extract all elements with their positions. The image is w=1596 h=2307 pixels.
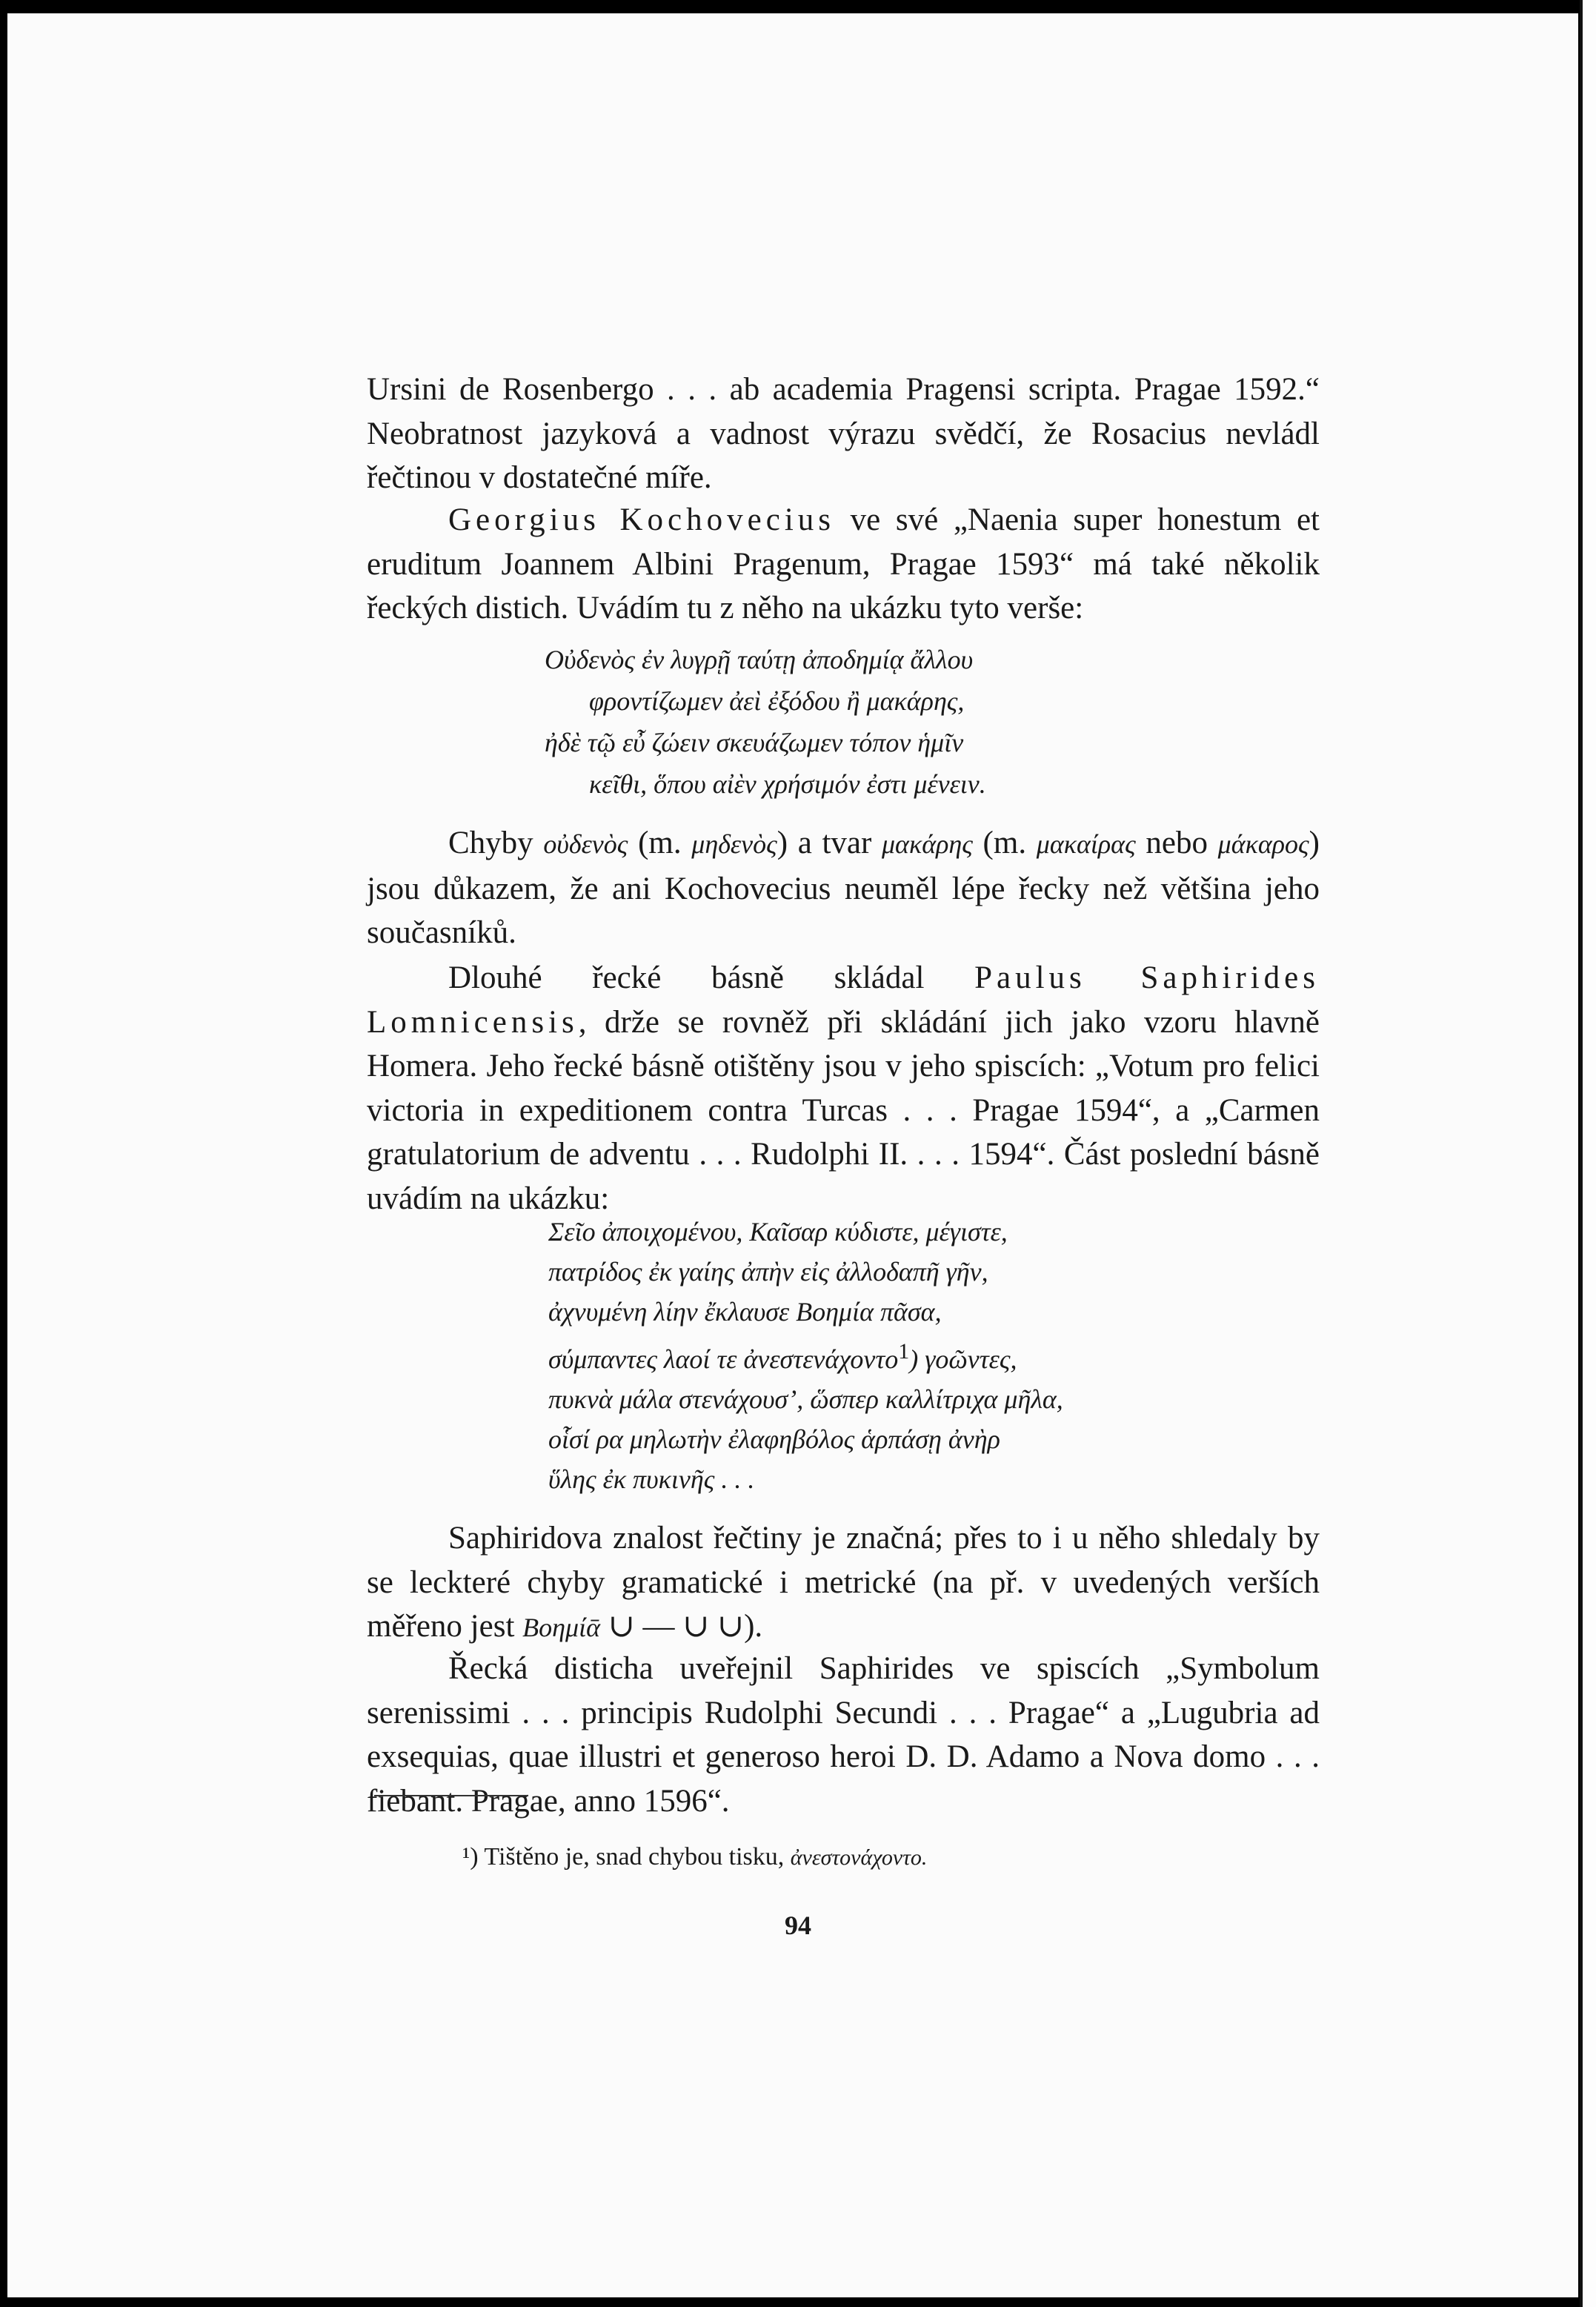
footnote-mark: ¹): [462, 1843, 479, 1871]
paragraph-znalost: [367, 1516, 1320, 1650]
verse-text: ) γοῶντες,: [909, 1344, 1017, 1374]
verse-line: κεῖθι, ὅπου αἰὲν χρήσιμόν ἐστι μένειν.: [589, 769, 986, 799]
paragraph-rosacius: [367, 368, 1320, 500]
verse-line: Σεῖο ἀποιχομένου, Καῖσαρ κύδιστε, μέγιστε,: [548, 1217, 1008, 1247]
greek-word: Βοημίᾱ: [522, 1613, 600, 1642]
text-run: ) a tvar: [777, 826, 882, 860]
paragraph-text: Řecká disticha uveřejnil Saphirides ve spiscích „Symbolum serenissimi . . . principis Rudolphi Secundi . . . Pragae“ a „Lugubria ad exsequias, quae illustri et generoso heroi D. D. Adamo a Nova domo . . . fiebant. Pragae, anno 1596“.: [367, 1651, 1320, 1819]
verse-text: σύμπαντες λαοί τε ἀνεστενάχοντο: [548, 1344, 899, 1374]
page-margin-right: [1583, 0, 1596, 2307]
paragraph-disticha: [367, 1647, 1320, 1823]
author-name: Georgius Kochovecius: [448, 502, 835, 537]
verse-line: [548, 1332, 1363, 1379]
page-number: 94: [785, 1911, 811, 1940]
paragraph-text: Ursini de Rosenbergo . . . ab academia Pragensi scripta. Pragae 1592.“ Neobratnost jazyková a vadnost výrazu svědčí, že Rosacius nevládl řečtinou v dostatečné míře.: [367, 372, 1320, 495]
verse-line: ἀχνυμένη λίην ἔκλαυσε Βοημία πᾶσα,: [548, 1297, 942, 1327]
verse-line: Οὐδενὸς ἐν λυγρῇ ταύτῃ ἀποδημίᾳ ἄλλου: [545, 645, 974, 674]
verse-line: πυκνὰ μάλα στενάχουσ’, ὥσπερ καλλίτριχα μῆλα,: [548, 1384, 1063, 1414]
verse-line: πατρίδος ἐκ γαίης ἀπὴν εἰς ἀλλοδαπῆ γῆν,: [548, 1257, 988, 1287]
paragraph-text: ve své „Naenia super honestum et eruditum Joannem Albini Pragenum, Pragae 1593“ má také několik řeckých distich. Uvádím tu z něho na ukázku tyto verše:: [367, 502, 1320, 625]
greek-verses-2: [548, 1212, 1363, 1499]
footnote-ref: 1: [898, 1339, 910, 1364]
paragraph-kochovecius: [367, 498, 1320, 631]
text-run: , drže se rovněž při skládání jich jako vzoru hlavně Homera. Jeho řecké básně otištěny jsou v jeho spiscích: „Votum pro felici victoria in expeditionem contra Turcas . . . Pragae 1594“, a „Carmen gratulatorium de adventu . . . Rudolphi II. . . . 1594“. Část poslední básně uvádím na ukázku:: [367, 1004, 1320, 1216]
footnote-greek: ἀνεστονάχοντο.: [790, 1845, 928, 1870]
paragraph-saphirides: [367, 956, 1320, 1221]
text-run: nebo: [1135, 826, 1218, 860]
text-run: Dlouhé řecké básně skládal: [448, 960, 975, 995]
verse-line: ὕλης ἐκ πυκινῆς . . .: [548, 1464, 755, 1494]
verse-line: φροντίζωμεν ἀεὶ ἐξόδου ἢ μακάρης,: [589, 686, 965, 716]
greek-word: μακαίρας: [1036, 829, 1136, 859]
text-run: Chyby: [448, 826, 544, 860]
text-run: Saphiridova znalost řečtiny je značná; přes to i u něho shledaly by se leckteré chyby gramatické i metrické (na př. v uvedených verších měřeno jest: [367, 1521, 1320, 1644]
footnote-divider: [374, 1795, 528, 1796]
verse-line: ἠδὲ τῷ εὖ ζώειν σκευάζωμεν τόπον ἡμῖν: [545, 728, 964, 757]
footnote-text: Tištěno je, snad chybou tisku,: [478, 1843, 791, 1871]
greek-verses-1: [367, 639, 1320, 805]
footnote: [462, 1843, 927, 1871]
greek-word: μακάρης: [881, 829, 973, 859]
text-run: (m.: [972, 826, 1037, 860]
greek-word: οὐδενὸς: [543, 829, 628, 859]
greek-word: μάκαρος: [1217, 829, 1309, 859]
text-run: ) jsou důkazem, že ani Kochovecius neuměl lépe řecky než většina jeho současníků.: [367, 826, 1320, 950]
text-run: ∪ — ∪ ∪).: [599, 1609, 763, 1644]
text-run: (m.: [628, 826, 692, 860]
greek-word: μηδενὸς: [691, 829, 777, 859]
paragraph-chyby: [367, 821, 1320, 955]
verse-line: οἷσί ρα μηλωτὴν ἐλαφηβόλος ἁρπάσῃ ἀνὴρ: [548, 1424, 1000, 1454]
author-name: Paulus Saphirides Lomnicensis: [367, 960, 1320, 1040]
